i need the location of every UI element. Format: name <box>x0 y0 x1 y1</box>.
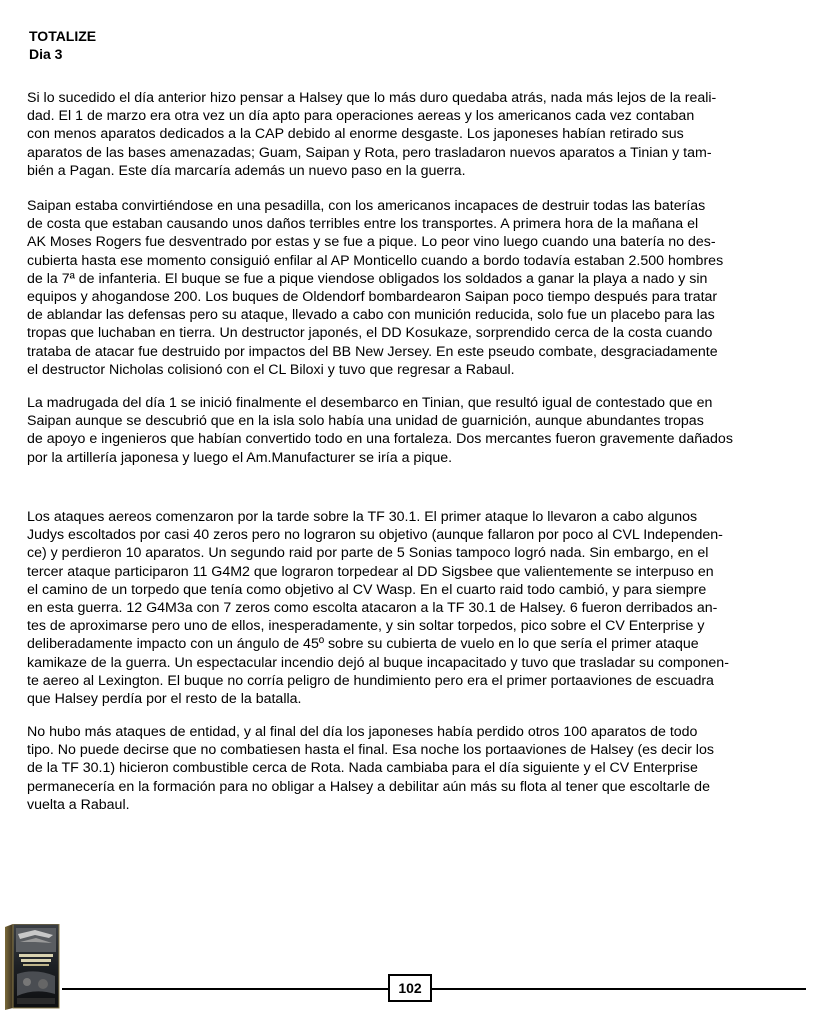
paragraph-line: cubierta hasta ese momento consiguió enfilar al AP Monticello cuando a bordo todavía estaban 2.500 hombres <box>27 252 724 269</box>
paragraph-line: kamikaze de la guerra. Un espectacular incendio dejó al buque incapacitado y tuvo que trasladar su componen- <box>27 654 729 671</box>
paragraph-line: Si lo sucedido el día anterior hizo pensar a Halsey que lo más duro quedaba atrás, nada más lejos de la reali- <box>27 90 717 106</box>
game-box-cover-image <box>5 924 61 1010</box>
document-subtitle: Dia 3 <box>29 46 63 62</box>
paragraph-3 <box>27 394 807 467</box>
document-title: TOTALIZE <box>29 28 97 44</box>
paragraph-line: Saipan estaba convirtiéndose en una pesadilla, con los americanos incapaces de destruir todas las baterías <box>27 198 706 214</box>
paragraph-line: Saipan aunque se descubrió que en la isla solo había una unidad de guarnición, aunque abundantes tropas <box>27 413 704 430</box>
paragraph-line: dad. El 1 de marzo era otra vez un día apto para operaciones aereas y los americanos cada vez contaban <box>27 108 695 125</box>
paragraph-line: Judys escoltados por casi 40 zeros pero no lograron su objetivo (aunque fallaron por poco al CVL Independen- <box>27 527 723 544</box>
paragraph-line: te aereo al Lexington. El buque no corría peligro de hundimiento pero era el primer portaaviones de escuadra <box>27 672 714 689</box>
footer-rule-left <box>62 988 388 990</box>
paragraph-line: ce) y perdieron 10 aparatos. Un segundo raid por parte de 5 Sonias tampoco logró nada. Sin embargo, en el <box>27 545 709 562</box>
paragraph-line: de la 7ª de infanteria. El buque se fue a pique viendose obligados los soldados a ganar la playa a nado y sin <box>27 270 708 287</box>
paragraph-line: tropas que luchaban en tierra. Un destructor japonés, el DD Kosukaze, sorprendido cerca de la costa cuando <box>27 325 713 342</box>
paragraph-line: tercer ataque participaron 11 G4M2 que lograron torpedear al DD Sigsbee que valientemente se interpuso en <box>27 563 714 580</box>
paragraph-line: el camino de un torpedo que tenía como objetivo al CV Wasp. En el cuarto raid todo cambió, y para siempre <box>27 581 707 598</box>
paragraph-line: tes de aproximarse pero uno de ellos, inesperadamente, y sin soltar torpedos, pico sobre el CV Enterprise y <box>27 618 705 635</box>
paragraph-line: AK Moses Rogers fue desventrado por estas y se fue a pique. Lo peor vino luego cuando una batería no des- <box>27 234 716 251</box>
paragraph-1 <box>27 89 807 180</box>
page-number: 102 <box>388 974 432 1002</box>
paragraph-line: deliberadamente impacto con un ángulo de 45º sobre su cubierta de vuelo en lo que sería el primer ataque <box>27 636 699 653</box>
paragraph-line: No hubo más ataques de entidad, y al final del día los japoneses había perdido otros 100 aparatos de todo <box>27 724 698 740</box>
footer-rule-right <box>432 988 806 990</box>
paragraph-line: vuelta a Rabaul. <box>27 796 130 813</box>
paragraph-line: en esta guerra. 12 G4M3a con 7 zeros como escolta atacaron a la TF 30.1 de Halsey. 6 fueron derribados an- <box>27 600 718 617</box>
paragraph-line: La madrugada del día 1 se inició finalmente el desembarco en Tinian, que resultó igual de contestado que en <box>27 395 713 411</box>
title-block <box>29 27 96 63</box>
paragraph-line: trataba de atacar fue destruido por impactos del BB New Jersey. En este pseudo combate, desgraciadamente <box>27 343 718 360</box>
paragraph-line: equipos y ahogandose 200. Los buques de Oldendorf bombardearon Saipan poco tiempo después para tratar <box>27 289 718 306</box>
paragraph-4 <box>27 508 807 708</box>
paragraph-line: de apoyo e ingenieros que habían convertido todo en una fortaleza. Dos mercantes fueron gravemente dañados <box>27 431 733 448</box>
paragraph-line: de la TF 30.1) hicieron combustible cerca de Rota. Nada cambiaba para el día siguiente y el CV Enterprise <box>27 760 698 777</box>
paragraph-line: el destructor Nicholas colisionó con el CL Biloxi y tuvo que regresar a Rabaul. <box>27 361 515 378</box>
paragraph-line: de ablandar las defensas pero su ataque, llevado a cabo con munición reducida, solo fue un placebo para las <box>27 307 715 324</box>
paragraph-line: Los ataques aereos comenzaron por la tarde sobre la TF 30.1. El primer ataque lo llevaron a cabo algunos <box>27 509 698 525</box>
paragraph-line: con menos aparatos dedicados a la CAP debido al enorme desgaste. Los japoneses habían retirado sus <box>27 126 684 143</box>
paragraph-line: tipo. No puede decirse que no combatiesen hasta el final. Esa noche los portaaviones de Halsey (es decir los <box>27 742 714 759</box>
paragraph-line: de costa que estaban causando unos daños terribles entre los transportes. A primera hora de la mañana el <box>27 216 699 233</box>
paragraph-2 <box>27 197 807 379</box>
paragraph-line: aparatos de las bases amenazadas; Guam, Saipan y Rota, pero trasladaron nuevos aparatos a Tinian y tam- <box>27 144 712 161</box>
paragraph-line: permanecería en la formación para no obligar a Halsey a debilitar aún más su flota al tener que escoltarle de <box>27 778 710 795</box>
paragraph-line: por la artillería japonesa y luego el Am.Manufacturer se iría a pique. <box>27 449 453 466</box>
paragraph-5 <box>27 723 807 814</box>
paragraph-line: que Halsey perdía por el resto de la batalla. <box>27 691 302 708</box>
paragraph-line: bién a Pagan. Este día marcaría además un nuevo paso en la guerra. <box>27 162 466 179</box>
